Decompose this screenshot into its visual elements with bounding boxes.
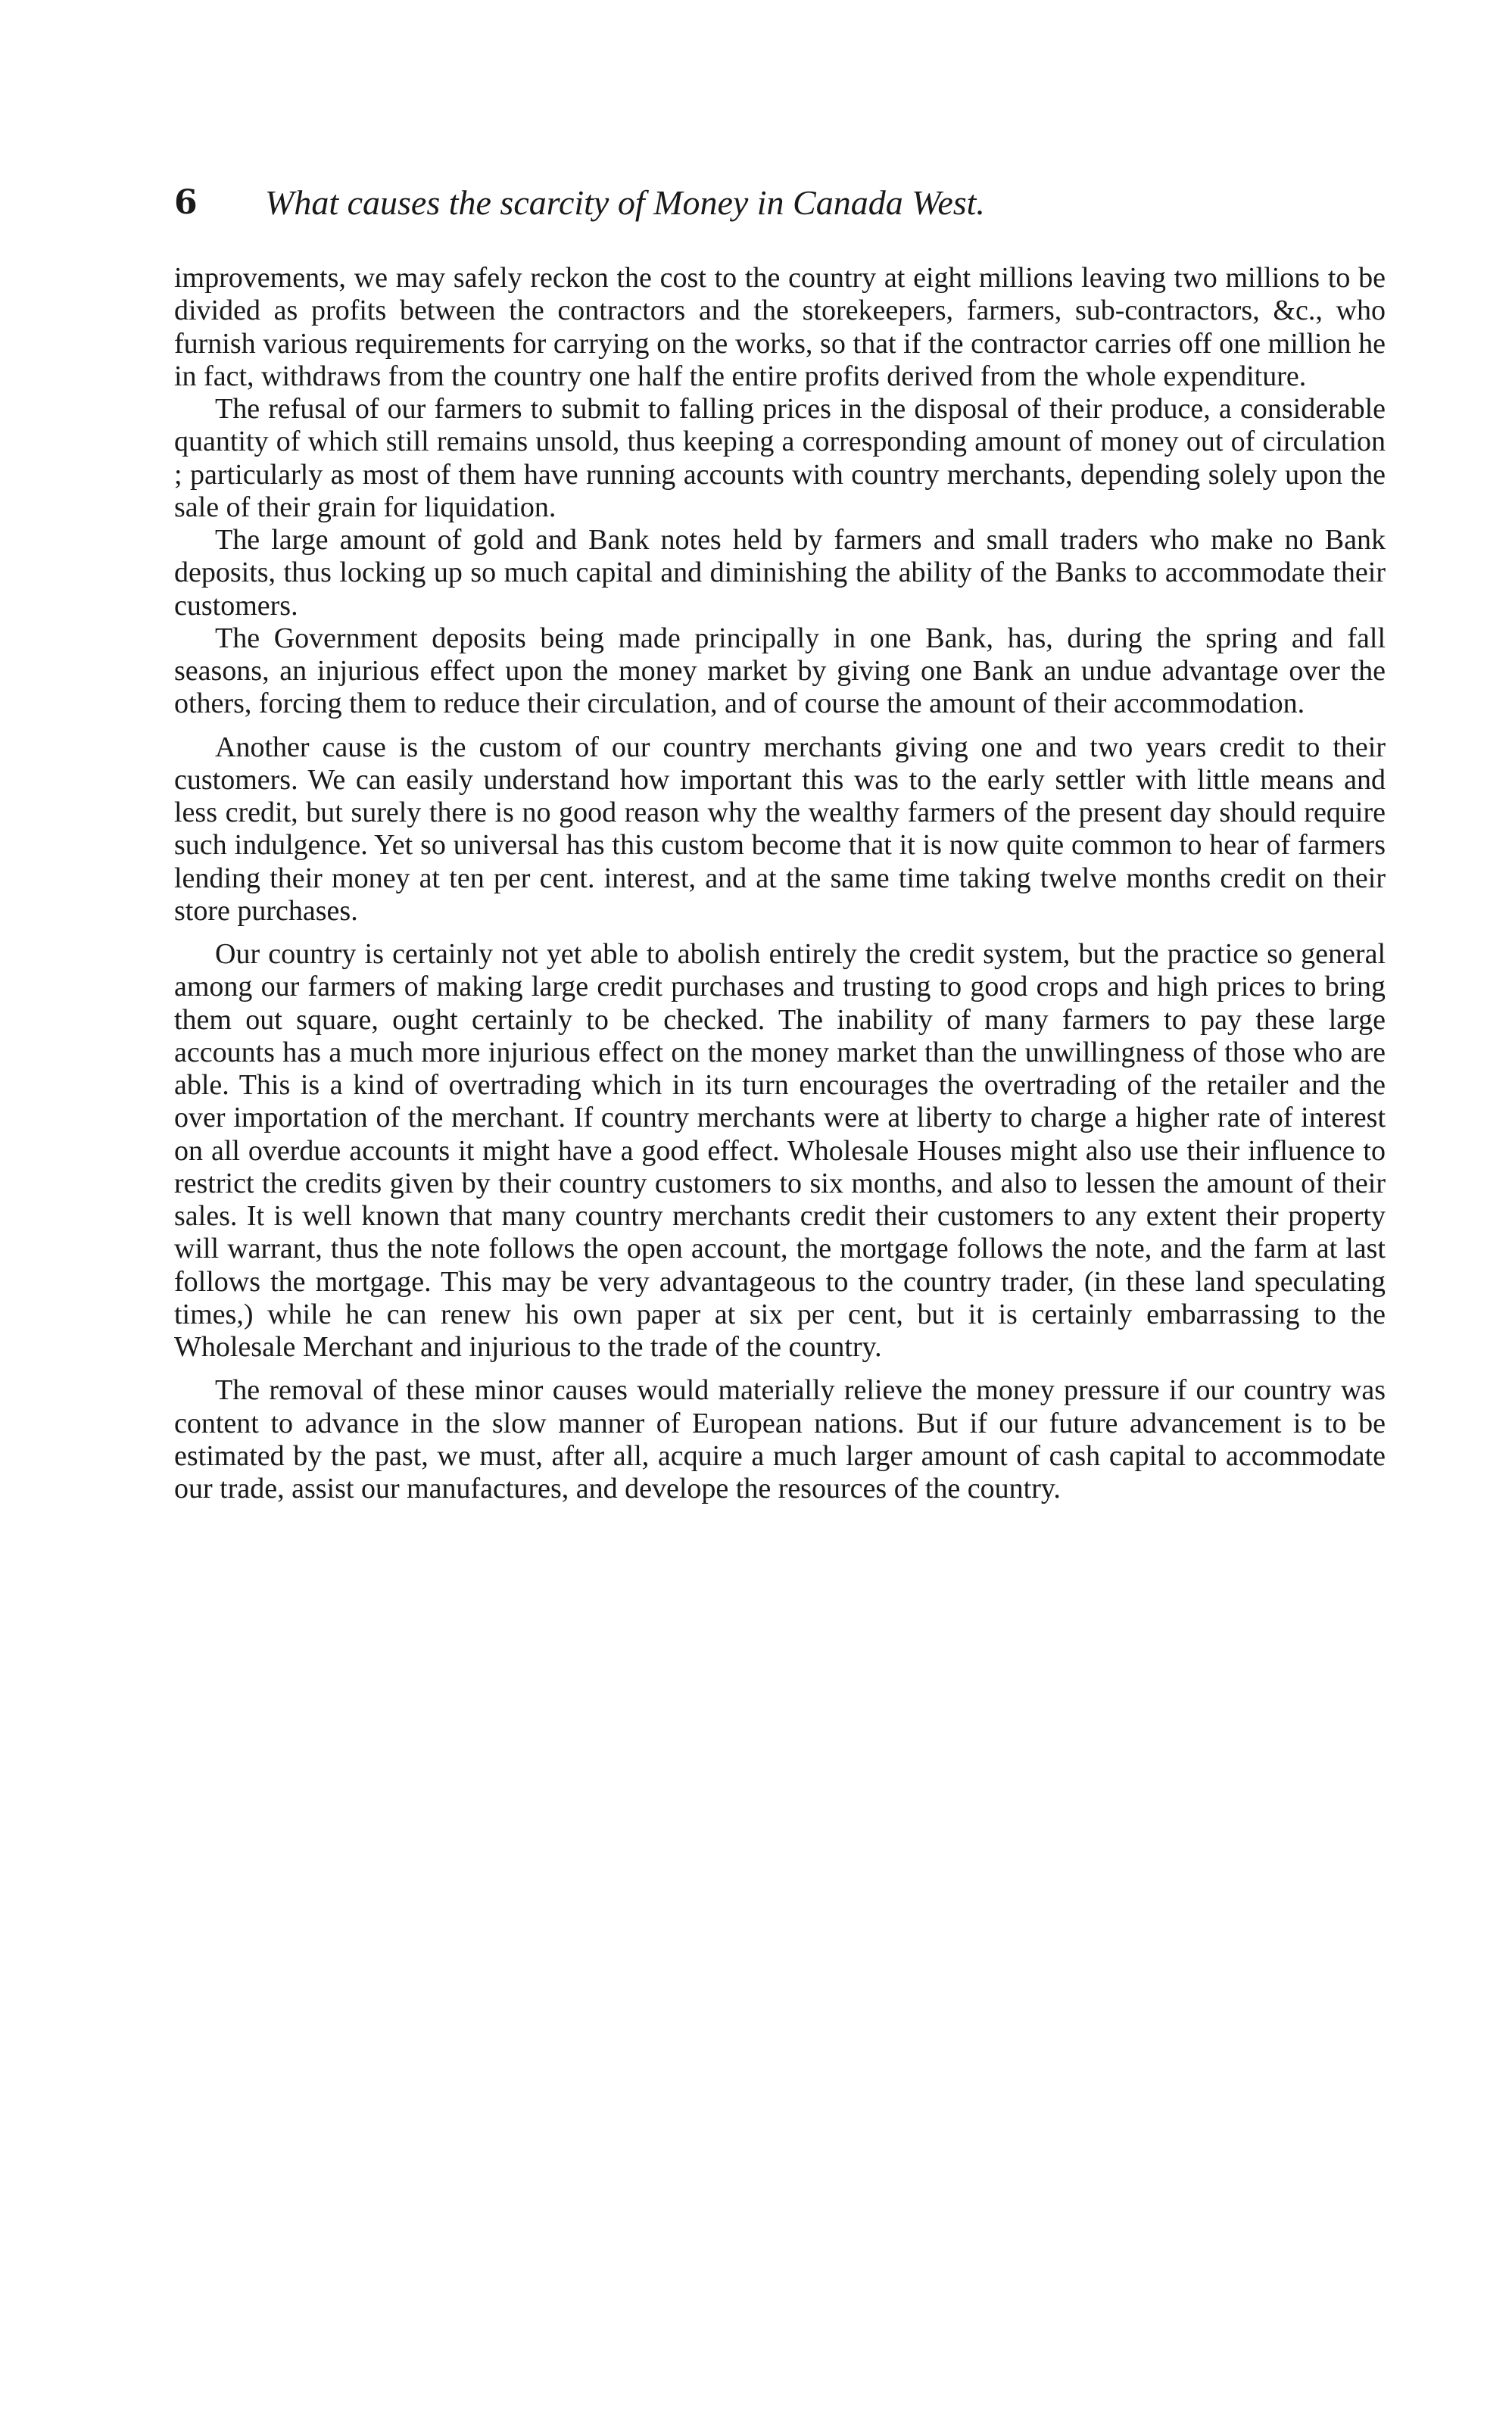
paragraph-government-deposits: The Government deposits being made principally in one Bank, has, during the spring and fall seasons, an injurious effect upon the money market by giving one Bank an undue advantage over the others, forcing them to reduce their circulation, and of course the amount of their accommodation. [174, 622, 1386, 720]
paragraph-gold-and-bank-notes: The large amount of gold and Bank notes held by farmers and small traders who make no Bank deposits, thus locking up so much capital and diminishing the ability of the Banks to accommodate their customers. [174, 524, 1386, 622]
paragraph-credit-custom: Another cause is the custom of our country merchants giving one and two years credit to their customers. We can easily understand how important this was to the early settler with little means and less credit, but surely there is no good reason why the wealthy farmers of the present day should require such indulgence. Yet so universal has this custom become that it is now quite common to hear of farmers lending their money at ten per cent. interest, and at the same time taking twelve months credit on their store purchases. [174, 731, 1386, 927]
paragraph-continued: improvements, we may safely reckon the cost to the country at eight millions leaving two millions to be divided as profits between the contractors and the storekeepers, farmers, sub-contractors, &c., who furnish various requirements for carrying on the works, so that if the contractor carries off one million he in fact, withdraws from the country one half the entire profits derived from the whole expenditure. [174, 262, 1386, 392]
body-text [174, 262, 1386, 1505]
running-title: What causes the scarcity of Money in Canada West. [265, 183, 985, 222]
paragraph-refusal-of-farmers: The refusal of our farmers to submit to falling prices in the disposal of their produce, a considerable quantity of which still remains unsold, thus keeping a corresponding amount of money out of circulation ; particularly as most of them have running accounts with country merchants, depending solely upon the sale of their grain for liquidation. [174, 393, 1386, 523]
paragraph-credit-system: Our country is certainly not yet able to abolish entirely the credit system, but the practice so general among our farmers of making large credit purchases and trusting to good crops and high prices to bring them out square, ought certainly to be checked. The inability of many farmers to pay these large accounts has a much more injurious effect on the money market than the unwillingness of those who are able. This is a kind of overtrading which in its turn encourages the overtrading of the retailer and the over importation of the merchant. If country merchants were at liberty to charge a higher rate of interest on all overdue accounts it might have a good effect. Wholesale Houses might also use their influence to restrict the credits given by their country customers to six months, and also to lessen the amount of their sales. It is well known that many country merchants credit their customers to any extent their property will warrant, thus the note follows the open account, the mortgage follows the note, and the farm at last follows the mortgage. This may be very advantageous to the country trader, (in these land speculating times,) while he can renew his own paper at six per cent, but it is certainly embarrassing to the Wholesale Merchant and injurious to the trade of the country. [174, 938, 1386, 1363]
page-number: 6 [174, 183, 198, 222]
paragraph-removal-of-causes: The removal of these minor causes would materially relieve the money pressure if our country was content to advance in the slow manner of European nations. But if our future advancement is to be estimated by the past, we must, after all, acquire a much larger amount of cash capital to accommodate our trade, assist our manufactures, and develope the resources of the country. [174, 1374, 1386, 1504]
document-page [174, 180, 1386, 1505]
running-header [174, 180, 1386, 226]
